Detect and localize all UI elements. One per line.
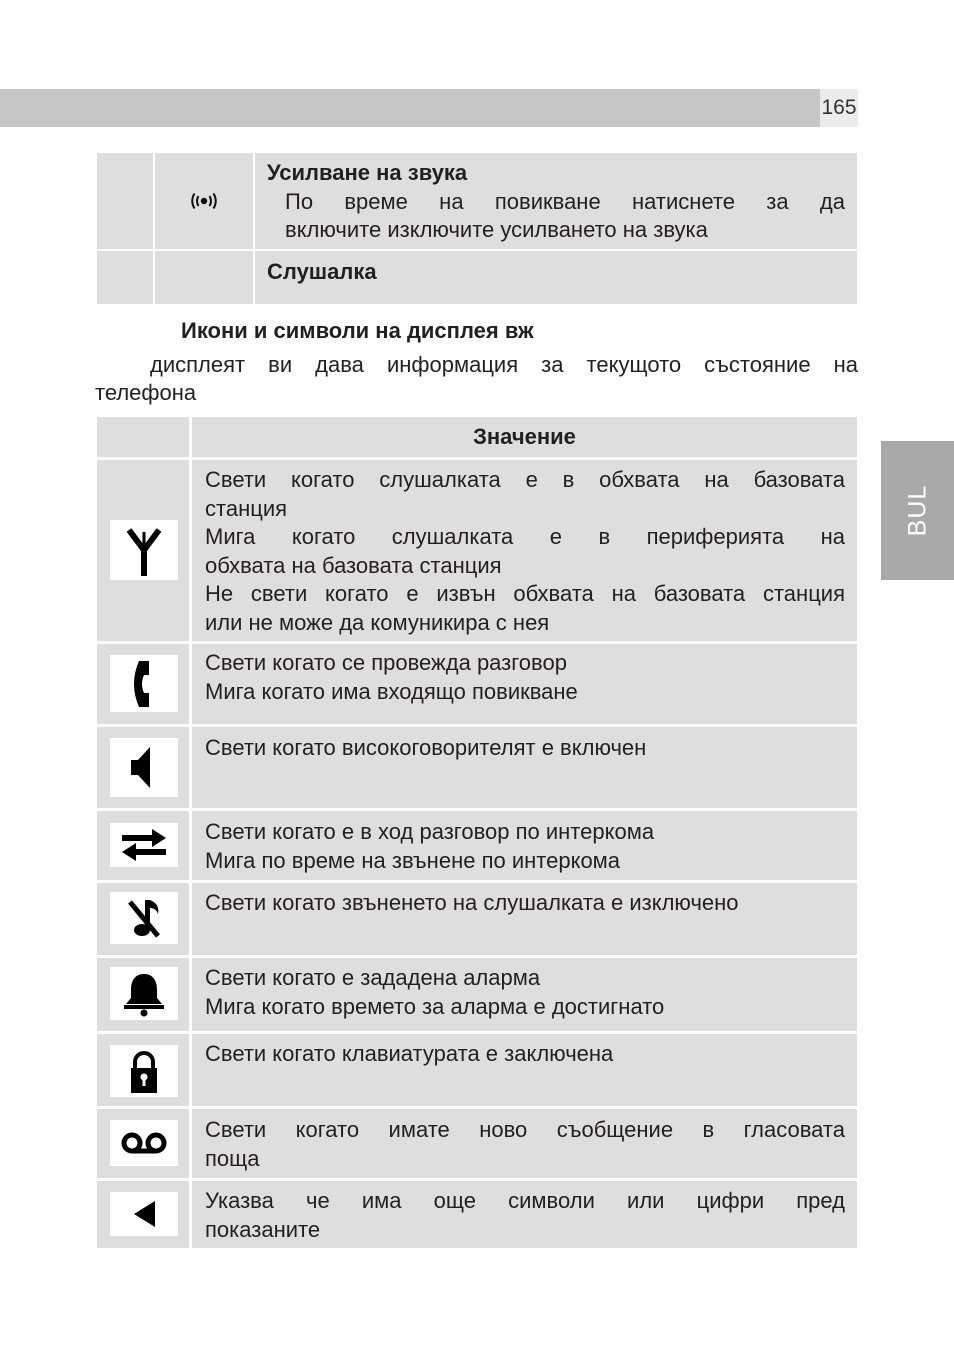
voicemail-icon — [110, 1120, 178, 1166]
meaning-text-line: показаните — [205, 1216, 321, 1242]
meaning-cell — [192, 811, 857, 880]
icons-table-header-cell — [97, 417, 189, 457]
page-number: 165 — [820, 89, 858, 127]
keys-table-description-cell — [255, 153, 857, 249]
meaning-text-line: Свети когато е в ход разговор по интеркома — [205, 819, 655, 844]
keypad-lock-icon — [110, 1045, 178, 1097]
meaning-text-line: Мига когато слушалката е в периферията на — [205, 524, 845, 549]
meaning-cell — [192, 958, 857, 1031]
signal-antenna-icon — [110, 520, 178, 580]
meaning-text-line: Свети когато клавиатурата е заключена — [205, 1041, 614, 1066]
meaning-text-line: или не може да комуникира с нея — [205, 609, 550, 635]
keys-table-cell — [97, 153, 153, 249]
meaning-text-line: Указва че има още символи или цифри пред — [205, 1188, 845, 1213]
icon-frame — [110, 1120, 178, 1166]
icon-frame — [110, 520, 178, 580]
volume-boost-text-line: По време на повикване натиснете за да — [285, 188, 845, 214]
meaning-text-line: Свети когато високоговорителят е включен — [205, 735, 647, 760]
handset-title: Слушалка — [267, 259, 377, 284]
meaning-cell — [192, 883, 857, 955]
meaning-cell — [192, 1181, 857, 1248]
phone-handset-icon — [110, 655, 178, 712]
meaning-cell — [192, 1034, 857, 1106]
keys-table-icon-cell — [155, 153, 253, 249]
icon-frame — [110, 655, 178, 712]
meaning-text-line: Мига по време на звънене по интеркома — [205, 847, 621, 873]
more-left-arrow-icon — [110, 1192, 178, 1236]
speaker-icon — [110, 738, 178, 797]
meaning-cell — [192, 644, 857, 724]
meaning-text-line: Свети когато слушалката е в обхвата на базовата — [205, 467, 845, 492]
meaning-text-line: Не свети когато е извън обхвата на базовата станция — [205, 581, 845, 606]
meaning-text-line: Мига когато времето за аларма е достигнато — [205, 993, 665, 1019]
meaning-cell — [192, 460, 857, 641]
icons-table-header: Значение — [192, 417, 857, 457]
icon-frame — [110, 892, 178, 944]
icon-frame — [110, 1045, 178, 1097]
meaning-text-line: обхвата на базовата станция — [205, 552, 502, 578]
icon-frame — [110, 967, 178, 1020]
icon-frame — [110, 823, 178, 867]
keys-table-cell — [97, 251, 153, 304]
intro-text-line: дисплеят ви дава информация за текущото състояние на — [150, 352, 858, 377]
icon-frame — [110, 1192, 178, 1236]
keys-table-icon-cell — [155, 251, 253, 304]
volume-boost-text-line: включите изключите усилването на звука — [285, 217, 708, 242]
intercom-arrows-icon — [110, 823, 178, 867]
meaning-text-line: Свети когато звъненето на слушалката е изключено — [205, 890, 739, 915]
volume-boost-title: Усилване на звука — [267, 160, 468, 185]
volume-boost-icon — [186, 191, 222, 211]
alarm-bell-icon — [110, 967, 178, 1020]
meaning-text-line: поща — [205, 1145, 260, 1171]
header-bar — [0, 89, 820, 127]
intro-text-line: телефона — [95, 380, 197, 405]
meaning-text-line: Свети когато се провежда разговор — [205, 650, 567, 675]
meaning-text-line: Свети когато имате ново съобщение в гласовата — [205, 1117, 845, 1142]
language-tab — [881, 441, 954, 580]
meaning-cell — [192, 1109, 857, 1178]
ringer-off-icon — [110, 892, 178, 944]
meaning-text-line: станция — [205, 495, 288, 521]
meaning-text-line: Мига когато има входящо повикване — [205, 678, 578, 704]
meaning-text-line: Свети когато е зададена аларма — [205, 965, 541, 990]
language-tab-label: BUL — [902, 484, 931, 537]
section-heading: Икони и символи на дисплея вж — [181, 318, 534, 343]
icon-frame — [110, 738, 178, 797]
meaning-cell — [192, 727, 857, 808]
keys-table-description-cell — [255, 251, 857, 304]
